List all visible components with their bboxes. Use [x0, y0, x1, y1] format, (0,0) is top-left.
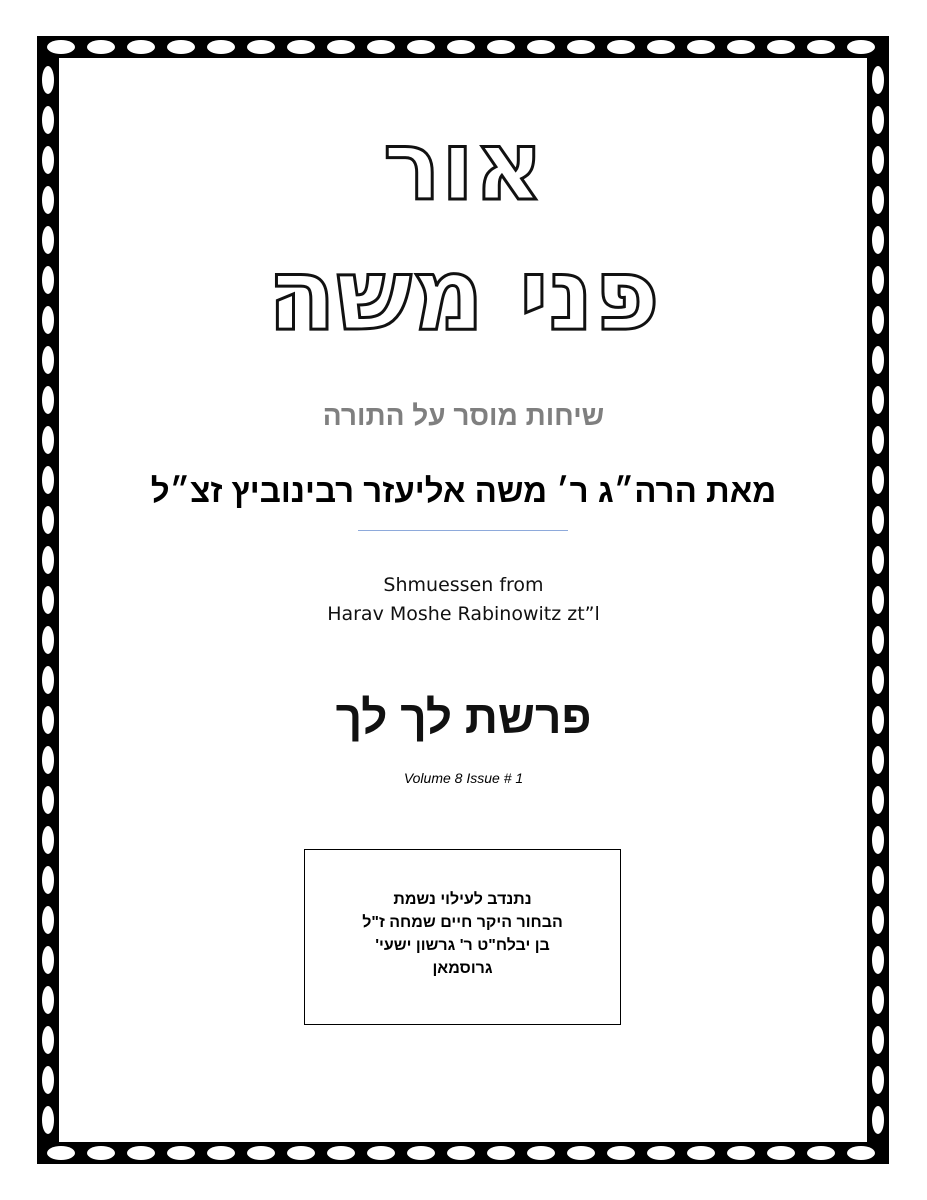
border-bead [872, 1026, 884, 1054]
border-bead [127, 40, 155, 54]
border-bead [567, 40, 595, 54]
border-bead [42, 1026, 54, 1054]
author-english-line-1: Shmuessen from [383, 574, 544, 596]
border-bead [872, 866, 884, 894]
border-bead [767, 1146, 795, 1160]
border-bead [42, 826, 54, 854]
border-bead [42, 546, 54, 574]
border-bead [847, 40, 875, 54]
title-line-1: אור [383, 110, 544, 222]
border-bead [487, 1146, 515, 1160]
border-bead [42, 866, 54, 894]
dedication-line-1: נתנדב לעילוי נשמת [393, 891, 532, 908]
border-bead [367, 1146, 395, 1160]
border-bead [872, 906, 884, 934]
border-bead [42, 906, 54, 934]
border-bead [872, 506, 884, 534]
border-bead [287, 1146, 315, 1160]
border-bead [872, 946, 884, 974]
parsha-title: פרשת לך לך [335, 691, 592, 743]
border-bead [647, 40, 675, 54]
border-bead [167, 40, 195, 54]
border-bead [872, 346, 884, 374]
author-english-line-2: Harav Moshe Rabinowitz zt”l [327, 603, 600, 625]
border-bead [872, 986, 884, 1014]
border-bead [872, 786, 884, 814]
subtitle: שיחות מוסר על התורה [322, 400, 605, 431]
border-bead [407, 1146, 435, 1160]
border-bead [872, 66, 884, 94]
border-bead [47, 1146, 75, 1160]
border-bead [127, 1146, 155, 1160]
border-bead [42, 506, 54, 534]
dedication-text [305, 888, 620, 980]
dedication-line-2: הבחור היקר חיים שמחה ז"ל [362, 914, 563, 931]
border-bead [687, 1146, 715, 1160]
border-bead [42, 1106, 54, 1134]
border-bead [872, 626, 884, 654]
border-bead [607, 1146, 635, 1160]
border-bead [567, 1146, 595, 1160]
border-bead [42, 786, 54, 814]
border-bead [327, 40, 355, 54]
border-bead [42, 346, 54, 374]
border-bead [42, 946, 54, 974]
border-bead [687, 40, 715, 54]
border-bead [727, 1146, 755, 1160]
border-bead [847, 1146, 875, 1160]
border-bead [407, 40, 435, 54]
border-bead [87, 1146, 115, 1160]
border-bead [447, 1146, 475, 1160]
border-bead [727, 40, 755, 54]
title-line-2: פני משה [267, 236, 660, 353]
border-bead [207, 40, 235, 54]
border-bead [607, 40, 635, 54]
dedication-box [304, 849, 621, 1025]
border-bead [47, 40, 75, 54]
border-bead [647, 1146, 675, 1160]
border-bead [872, 546, 884, 574]
volume-issue: Volume 8 Issue # 1 [403, 770, 524, 786]
border-bead [327, 1146, 355, 1160]
border-bead [87, 40, 115, 54]
border-bead [287, 40, 315, 54]
author-hebrew: מאת הרה״ג ר׳ משה אליעזר רבינוביץ זצ״ל [150, 472, 777, 509]
border-bead [872, 1106, 884, 1134]
border-bead [247, 1146, 275, 1160]
border-bead [807, 1146, 835, 1160]
dedication-line-3: בן יבלח"ט ר' גרשון ישעי' [375, 937, 550, 954]
border-bead [42, 1066, 54, 1094]
border-bead [207, 1146, 235, 1160]
border-bead [447, 40, 475, 54]
border-bead [527, 1146, 555, 1160]
border-bead [872, 1066, 884, 1094]
border-bead [42, 626, 54, 654]
border-bead [247, 40, 275, 54]
dedication-line-4: גרוסמאן [432, 960, 493, 977]
border-bead [367, 40, 395, 54]
border-bead [767, 40, 795, 54]
border-bead [807, 40, 835, 54]
border-bead [487, 40, 515, 54]
border-bead [42, 986, 54, 1014]
border-bead [527, 40, 555, 54]
border-bead [167, 1146, 195, 1160]
border-bead [42, 66, 54, 94]
divider-line [358, 530, 568, 531]
border-bead [872, 826, 884, 854]
